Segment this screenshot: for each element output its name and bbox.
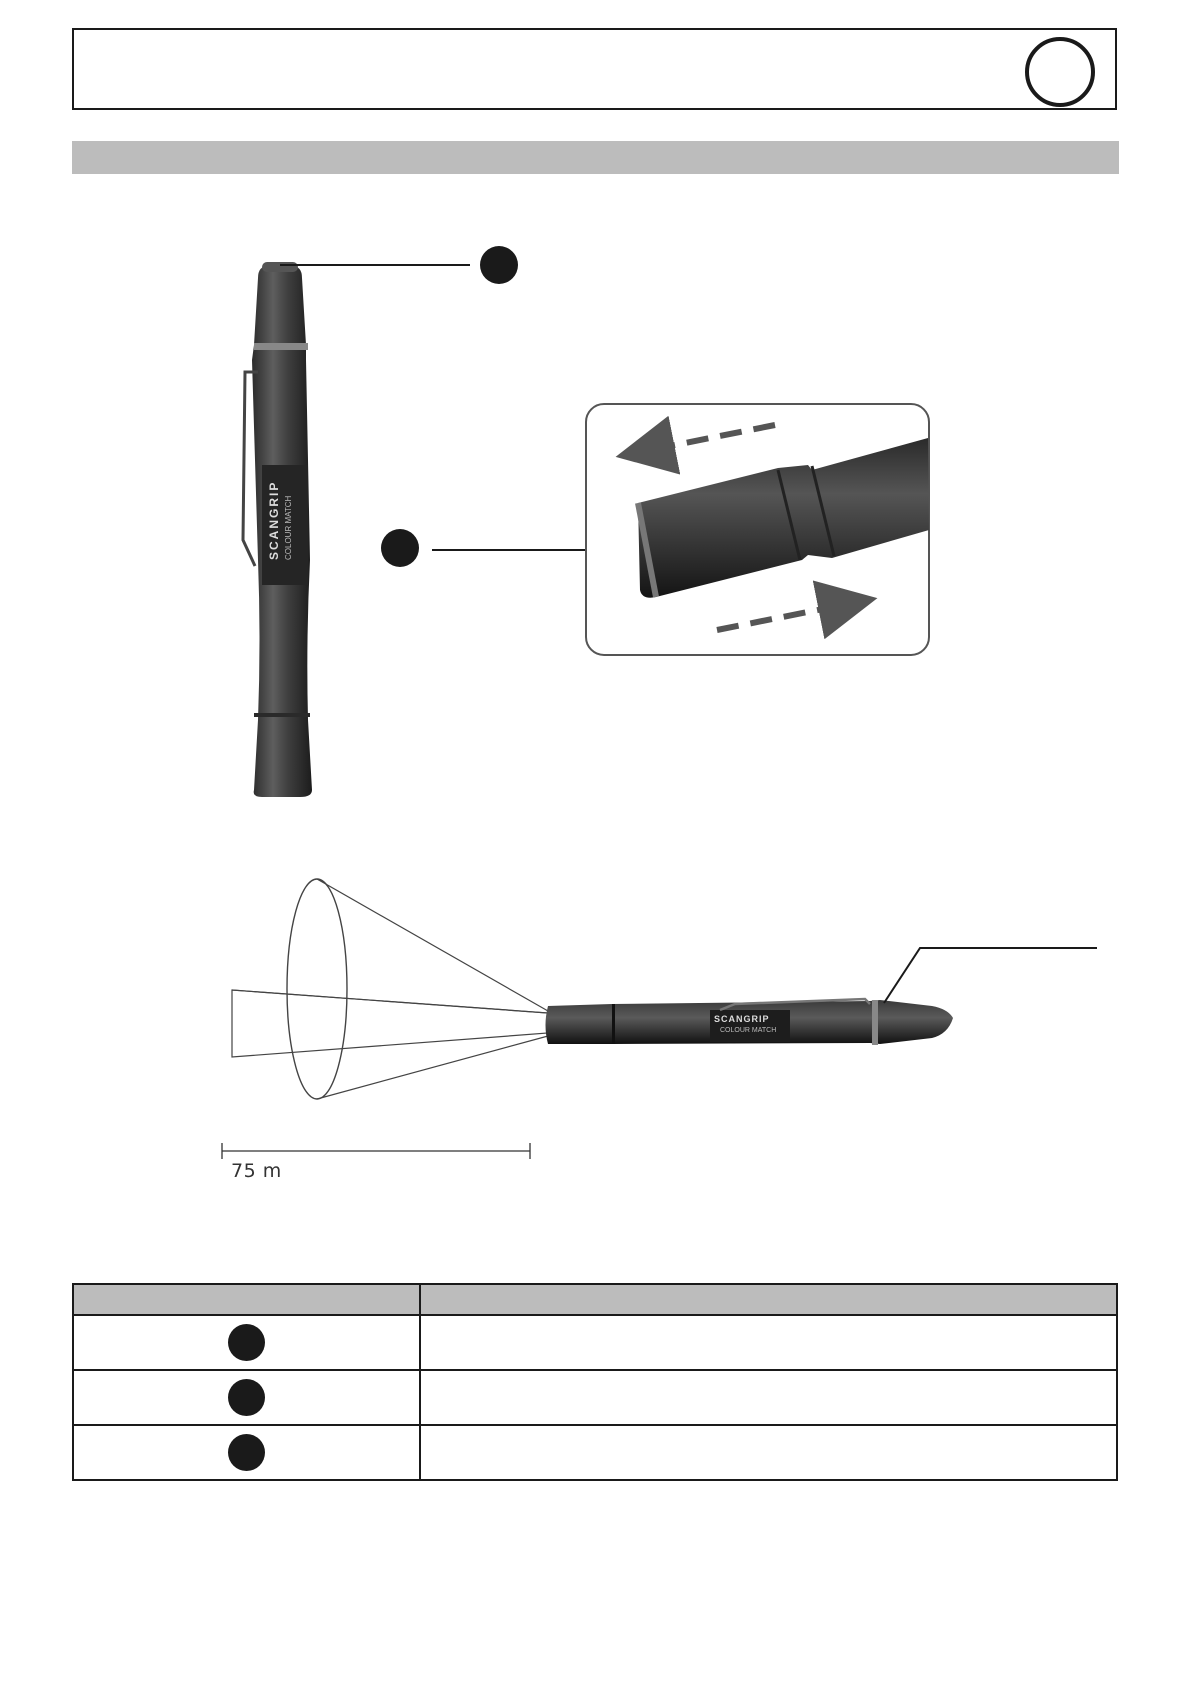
pen-model-label-horizontal: COLOUR MATCH (720, 1027, 777, 1034)
table-header-position (73, 1284, 420, 1315)
marker-dot-1 (228, 1324, 265, 1361)
callout-line-3 (884, 948, 1097, 1003)
table-header-row (73, 1284, 1117, 1315)
table-row (73, 1425, 1117, 1480)
pen-horizontal (546, 999, 954, 1045)
pen-model-label: COLOUR MATCH (284, 495, 293, 560)
zoom-detail-box (586, 404, 929, 655)
table-cell-description (420, 1315, 1117, 1370)
table-row (73, 1370, 1117, 1425)
pen-vertical (243, 262, 312, 797)
table-header-description (420, 1284, 1117, 1315)
beam-diagram (232, 879, 548, 1099)
marker-dot-2 (228, 1379, 265, 1416)
callout-marker-1 (480, 246, 518, 284)
table-cell-marker (73, 1425, 420, 1480)
table-cell-description (420, 1370, 1117, 1425)
table-cell-description (420, 1425, 1117, 1480)
parts-table (72, 1283, 1118, 1481)
marker-dot-3 (228, 1434, 265, 1471)
table-cell-marker (73, 1315, 420, 1370)
pen-logo: SCANGRIP (267, 480, 281, 560)
table-cell-marker (73, 1370, 420, 1425)
distance-label: 75 m (231, 1160, 282, 1182)
table-row (73, 1315, 1117, 1370)
callout-marker-2 (381, 529, 419, 567)
pen-logo-horizontal: SCANGRIP (714, 1014, 770, 1024)
distance-scale-bar (222, 1143, 530, 1159)
